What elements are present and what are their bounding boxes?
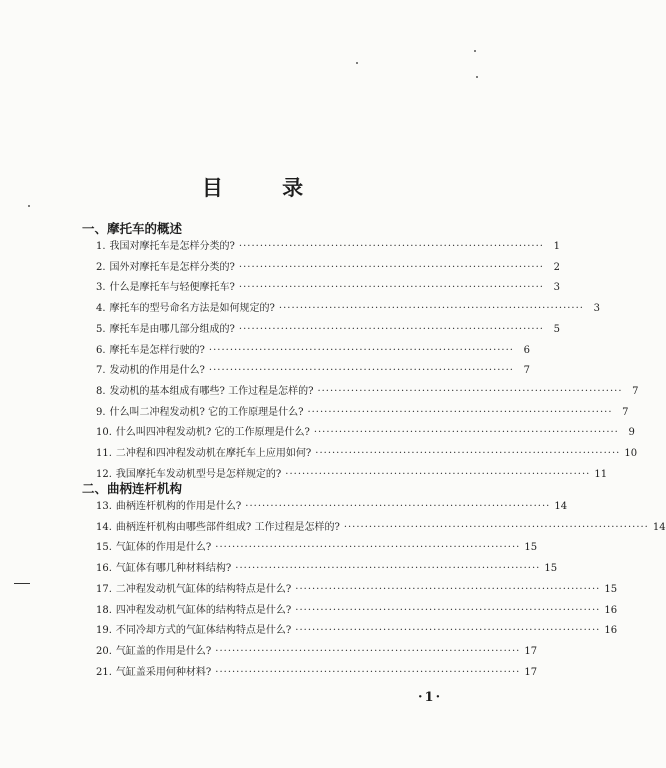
entry-page-number: 3	[553, 282, 560, 293]
entry-page-number: 3	[593, 303, 600, 314]
entry-title: 发动机的作用是什么?	[109, 365, 205, 376]
entry-title: 摩托车的型号命名方法是如何规定的?	[109, 303, 275, 314]
entry-page-number: 14	[652, 522, 666, 533]
toc-entry[interactable]	[96, 601, 618, 621]
entry-title: 气缸体有哪几种材料结构?	[115, 563, 232, 574]
dot-leader: ·········································································	[315, 448, 621, 459]
toc-entry[interactable]	[96, 237, 560, 257]
entry-title: 国外对摩托车是怎样分类的?	[109, 262, 235, 273]
entry-number: 15.	[96, 542, 112, 553]
toc-entry[interactable]	[96, 320, 560, 340]
entry-number: 21.	[96, 667, 112, 678]
entry-number: 2.	[96, 262, 106, 273]
entry-page-number: 9	[628, 427, 635, 438]
entry-page-number: 7	[523, 365, 530, 376]
entry-title: 气缸盖采用何种材料?	[115, 667, 212, 678]
entry-title: 气缸体的作用是什么?	[115, 542, 212, 553]
dot-leader: ·········································································	[278, 303, 584, 314]
section-heading: 一、摩托车的概述	[82, 221, 183, 236]
entry-number: 13.	[96, 501, 112, 512]
entry-page-number: 17	[524, 667, 538, 678]
entry-page-number: 15	[604, 584, 618, 595]
dot-leader: ·········································································	[238, 241, 544, 252]
toc-entry[interactable]	[96, 299, 600, 319]
dot-leader: ·········································································	[235, 563, 541, 574]
entry-number: 16.	[96, 563, 112, 574]
entry-title: 不同冷却方式的气缸体结构特点是什么?	[115, 625, 292, 636]
entry-title: 摩托车是怎样行驶的?	[109, 345, 205, 356]
dot-leader: ·········································································	[295, 625, 601, 636]
page-number: ·1·	[418, 690, 443, 705]
entry-number: 4.	[96, 303, 106, 314]
entry-title: 曲柄连杆机构由哪些部件组成? 工作过程是怎样的?	[115, 522, 340, 533]
entry-number: 18.	[96, 605, 112, 616]
dot-leader: ·········································································	[238, 262, 544, 273]
entry-number: 12.	[96, 469, 112, 480]
entry-number: 20.	[96, 646, 112, 657]
entry-number: 3.	[96, 282, 106, 293]
dot-leader: ·········································································	[317, 386, 623, 397]
dot-leader: ·········································································	[208, 345, 514, 356]
dot-leader: ·········································································	[285, 469, 591, 480]
entry-number: 14.	[96, 522, 112, 533]
toc-entry[interactable]	[96, 642, 538, 662]
toc-entry[interactable]	[96, 361, 530, 381]
entry-title: 二冲程发动机气缸体的结构特点是什么?	[115, 584, 292, 595]
entry-number: 1.	[96, 241, 106, 252]
entry-number: 10.	[96, 427, 112, 438]
toc-entry[interactable]	[96, 559, 558, 579]
entry-page-number: 17	[524, 646, 538, 657]
entry-page-number: 16	[604, 625, 618, 636]
entry-page-number: 1	[553, 241, 560, 252]
toc-entry[interactable]	[96, 663, 538, 683]
dot-leader: ·········································································	[245, 501, 551, 512]
entry-page-number: 11	[594, 469, 608, 480]
dot-leader: ·········································································	[295, 605, 601, 616]
dot-leader: ·········································································	[307, 407, 613, 418]
entry-title: 二冲程和四冲程发动机在摩托车上应用如何?	[115, 448, 312, 459]
entry-title: 什么是摩托车与轻便摩托车?	[109, 282, 235, 293]
toc-entry[interactable]	[96, 497, 568, 517]
entry-page-number: 15	[544, 563, 558, 574]
entry-number: 5.	[96, 324, 106, 335]
entry-number: 11.	[96, 448, 112, 459]
dot-leader: ·········································································	[295, 584, 601, 595]
scan-speck	[476, 76, 478, 78]
toc-entry[interactable]	[96, 538, 538, 558]
entry-title: 发动机的基本组成有哪些? 工作过程是怎样的?	[109, 386, 314, 397]
toc-entry[interactable]	[96, 444, 638, 464]
entry-page-number: 7	[622, 407, 629, 418]
entry-title: 摩托车是由哪几部分组成的?	[109, 324, 235, 335]
entry-number: 6.	[96, 345, 106, 356]
entry-page-number: 14	[554, 501, 568, 512]
entry-title: 气缸盖的作用是什么?	[115, 646, 212, 657]
entry-title: 什么叫二冲程发动机? 它的工作原理是什么?	[109, 407, 304, 418]
entry-page-number: 5	[553, 324, 560, 335]
entry-number: 9.	[96, 407, 106, 418]
page-title: 目 录	[201, 175, 330, 200]
toc-entry[interactable]	[96, 382, 639, 402]
dot-leader: ·········································································	[343, 522, 649, 533]
entry-page-number: 10	[624, 448, 638, 459]
toc-entry[interactable]	[96, 403, 629, 423]
toc-entry[interactable]	[96, 580, 618, 600]
dot-leader: ·········································································	[208, 365, 514, 376]
entry-page-number: 2	[553, 262, 560, 273]
toc-entry[interactable]	[96, 258, 560, 278]
dot-leader: ·········································································	[215, 646, 521, 657]
dot-leader: ·········································································	[215, 542, 521, 553]
entry-number: 19.	[96, 625, 112, 636]
scan-speck	[474, 50, 476, 52]
entry-page-number: 7	[632, 386, 639, 397]
dot-leader: ·········································································	[215, 667, 521, 678]
entry-title: 曲柄连杆机构的作用是什么?	[115, 501, 242, 512]
toc-entry[interactable]	[96, 423, 635, 443]
dot-leader: ·········································································	[313, 427, 619, 438]
toc-entry[interactable]	[96, 341, 530, 361]
scan-speck	[356, 62, 358, 64]
entry-title: 我国对摩托车是怎样分类的?	[109, 241, 235, 252]
entry-page-number: 16	[604, 605, 618, 616]
section-heading: 二、曲柄连杆机构	[82, 481, 183, 496]
entry-number: 8.	[96, 386, 106, 397]
toc-entry[interactable]	[96, 278, 560, 298]
entry-page-number: 15	[524, 542, 538, 553]
scan-mark	[14, 583, 30, 584]
entry-number: 7.	[96, 365, 106, 376]
toc-entry[interactable]	[96, 621, 618, 641]
entry-title: 我国摩托车发动机型号是怎样规定的?	[115, 469, 282, 480]
scan-speck	[28, 205, 30, 207]
entry-title: 四冲程发动机气缸体的结构特点是什么?	[115, 605, 292, 616]
entry-title: 什么叫四冲程发动机? 它的工作原理是什么?	[115, 427, 310, 438]
toc-entry[interactable]	[96, 518, 666, 538]
entry-number: 17.	[96, 584, 112, 595]
dot-leader: ·········································································	[238, 282, 544, 293]
dot-leader: ·········································································	[238, 324, 544, 335]
entry-page-number: 6	[523, 345, 530, 356]
